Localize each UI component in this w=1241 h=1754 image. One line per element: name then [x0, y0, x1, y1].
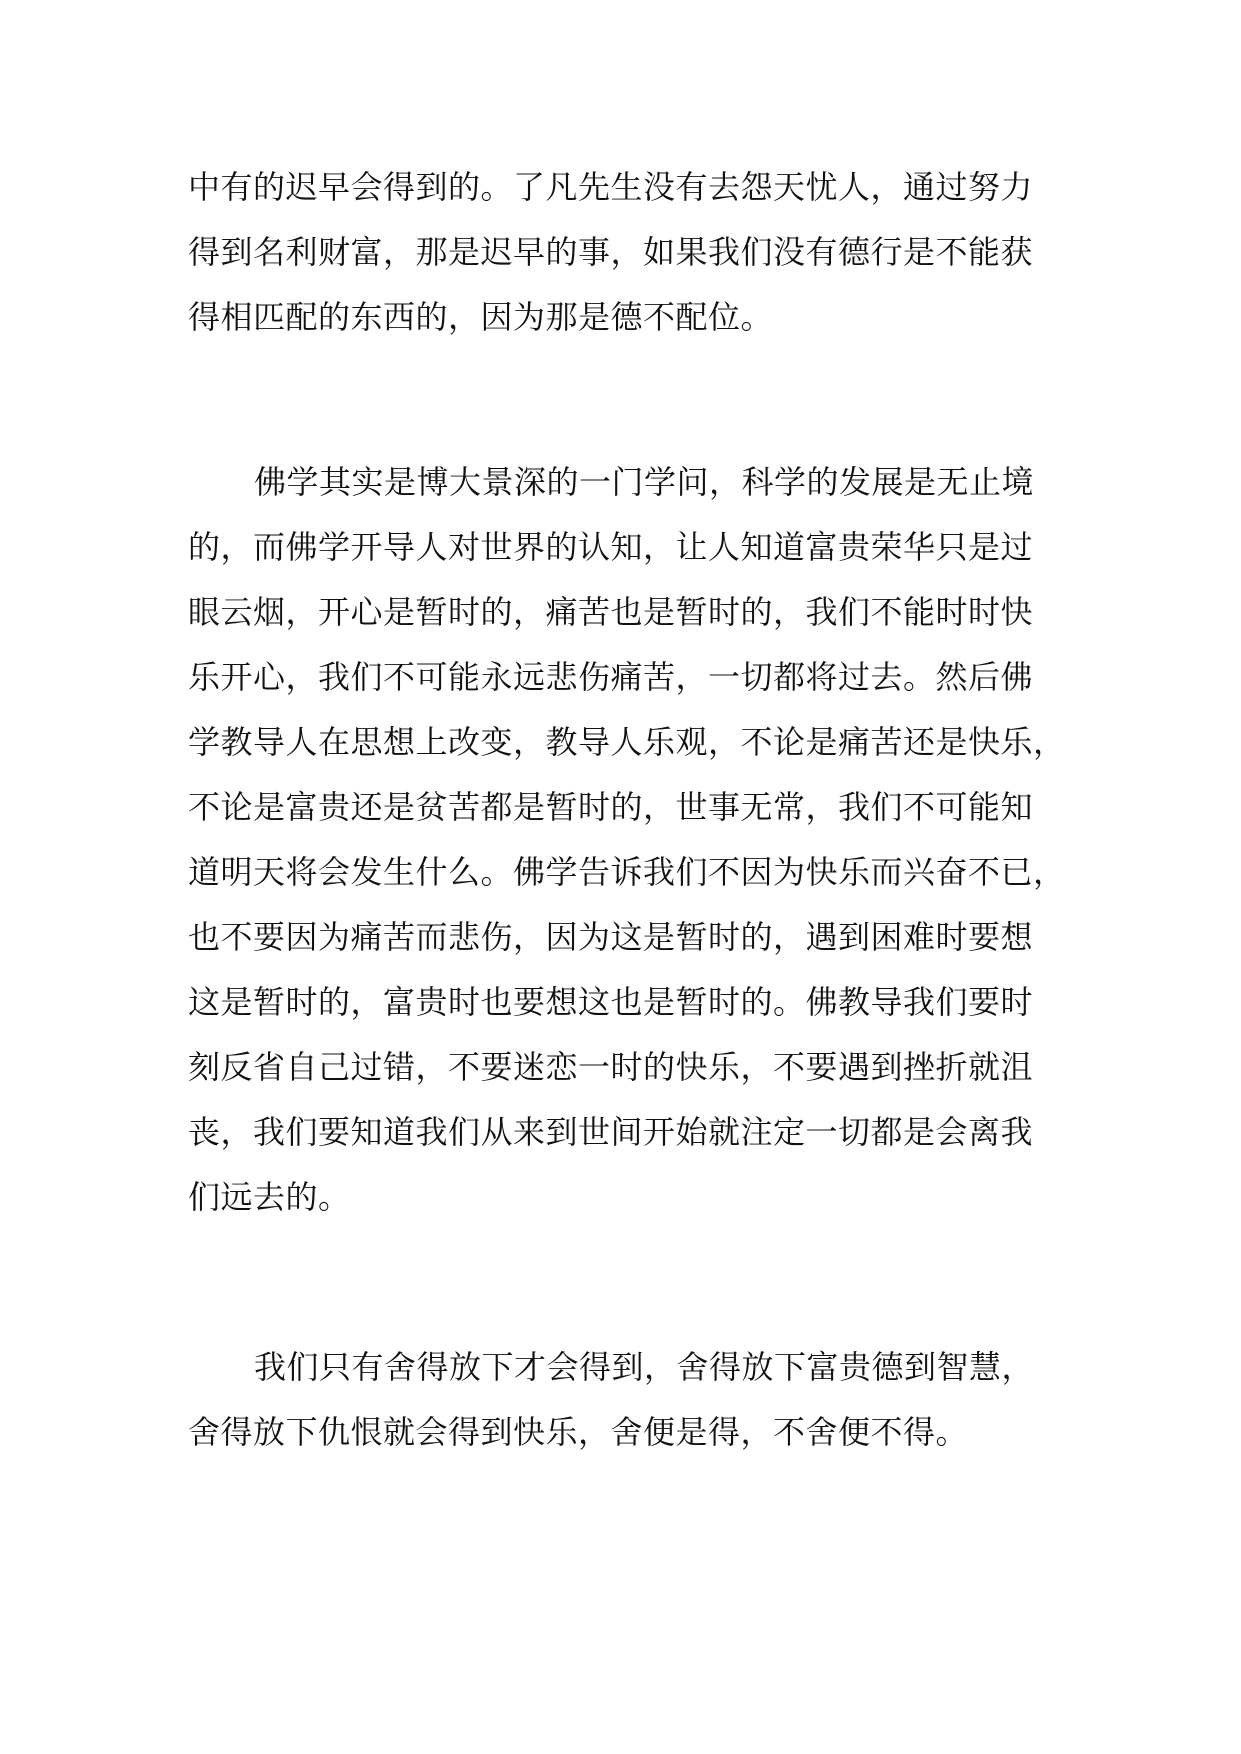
paragraph-line: 中有的迟早会得到的。了凡先生没有去怨天忧人，通过努力: [188, 168, 1034, 206]
paragraph-2: [188, 450, 1068, 1230]
paragraph-3: [188, 1335, 1068, 1465]
paragraph-line: 得到名利财富，那是迟早的事，如果我们没有德行是不能获: [188, 233, 1034, 271]
paragraph-line: 佛学其实是博大景深的一门学问，科学的发展是无止境: [254, 463, 1035, 501]
paragraph-line: 的，而佛学开导人对世界的认知，让人知道富贵荣华只是过: [188, 528, 1034, 566]
paragraph-line: 舍得放下仇恨就会得到快乐，舍便是得，不舍便不得。: [188, 1413, 969, 1451]
paragraph-line: 也不要因为痛苦而悲伤，因为这是暂时的，遇到困难时要想: [188, 918, 1034, 956]
paragraph-line: 不论是富贵还是贫苦都是暂时的，世事无常，我们不可能知: [188, 788, 1034, 826]
paragraph-line: 学教导人在思想上改变，教导人乐观，不论是痛苦还是快乐，: [188, 723, 1066, 761]
paragraph-line: 我们只有舍得放下才会得到，舍得放下富贵德到智慧，: [254, 1348, 1035, 1386]
paragraph-1: [188, 155, 1068, 350]
paragraph-line: 刻反省自己过错，不要迷恋一时的快乐，不要遇到挫折就沮: [188, 1048, 1034, 1086]
paragraph-line: 眼云烟，开心是暂时的，痛苦也是暂时的，我们不能时时快: [188, 593, 1034, 631]
paragraph-line: 们远去的。: [188, 1178, 351, 1216]
paragraph-line: 道明天将会发生什么。佛学告诉我们不因为快乐而兴奋不已，: [188, 853, 1066, 891]
paragraph-line: 丧，我们要知道我们从来到世间开始就注定一切都是会离我: [188, 1113, 1034, 1151]
paragraph-line: 得相匹配的东西的，因为那是德不配位。: [188, 298, 774, 336]
paragraph-line: 乐开心，我们不可能永远悲伤痛苦，一切都将过去。然后佛: [188, 658, 1034, 696]
paragraph-line: 这是暂时的，富贵时也要想这也是暂时的。佛教导我们要时: [188, 983, 1034, 1021]
